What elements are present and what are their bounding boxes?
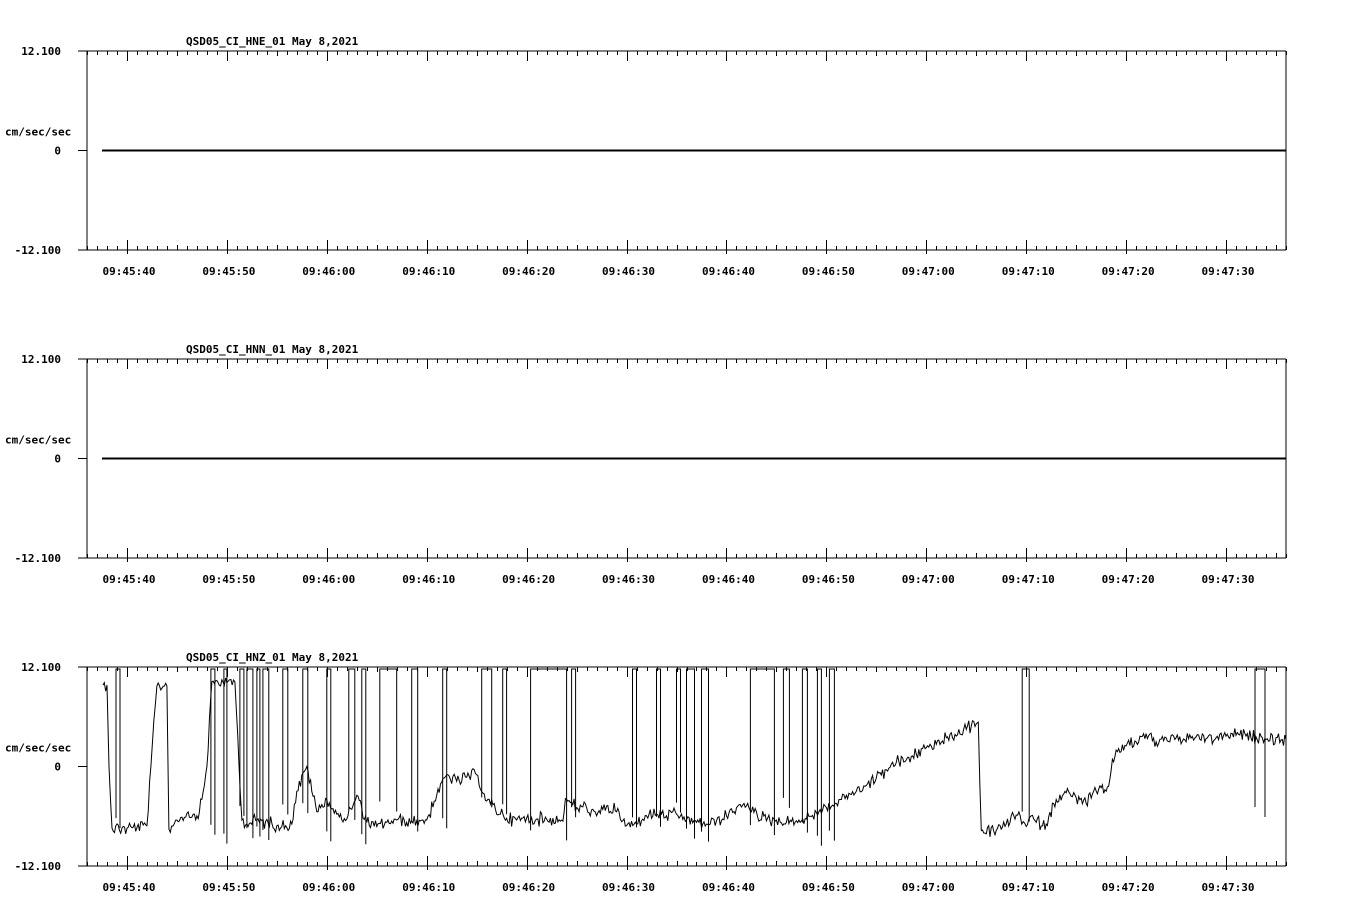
x-tick-label: 09:46:00 [302, 881, 356, 894]
saturation-spike [750, 669, 774, 835]
x-tick-label: 09:46:10 [402, 881, 456, 894]
saturation-spike [531, 669, 567, 840]
saturation-spike [283, 669, 288, 815]
y-tick-label: 12.100 [21, 661, 61, 674]
x-tick-label: 09:47:10 [1001, 265, 1055, 278]
x-tick-label: 09:46:50 [801, 265, 855, 278]
saturation-spike [116, 669, 120, 828]
saturation-spike [817, 669, 821, 846]
y-axis-label: cm/sec/sec [5, 125, 72, 139]
saturation-spike [802, 669, 807, 833]
x-tick-label: 09:46:20 [502, 881, 556, 894]
panel-2 [5, 343, 1287, 586]
x-tick-label: 09:46:50 [801, 881, 855, 894]
x-tick-label: 09:46:00 [302, 573, 356, 586]
x-tick-label: 09:46:10 [402, 573, 456, 586]
x-tick-label: 09:46:10 [402, 265, 456, 278]
y-tick-label: 0 [54, 144, 61, 158]
saturation-spike [829, 669, 834, 841]
panel-1 [5, 35, 1287, 278]
saturation-spike [257, 669, 260, 837]
x-tick-label: 09:46:50 [801, 573, 855, 586]
x-tick-label: 09:46:30 [602, 265, 656, 278]
x-tick-label: 09:47:10 [1001, 573, 1055, 586]
saturation-spike [783, 669, 789, 808]
saturation-spike [482, 669, 492, 807]
x-tick-label: 09:47:00 [901, 573, 955, 586]
y-tick-label: -12.100 [14, 552, 61, 565]
saturation-spike [263, 669, 269, 840]
x-tick-label: 09:46:40 [701, 881, 755, 894]
y-tick-label: -12.100 [14, 860, 61, 873]
saturation-spike [572, 669, 576, 817]
x-tick-label: 09:45:40 [102, 265, 156, 278]
x-tick-label: 09:45:40 [102, 573, 156, 586]
x-tick-label: 09:46:00 [302, 265, 356, 278]
saturation-spike [687, 669, 695, 839]
x-tick-label: 09:46:40 [701, 265, 755, 278]
x-tick-label: 09:45:50 [202, 265, 256, 278]
panel-title: QSD05_CI_HNN_01 May 8,2021 [186, 343, 359, 356]
y-tick-label: 0 [54, 452, 61, 466]
saturation-spike [633, 669, 637, 827]
x-tick-label: 09:47:20 [1101, 265, 1155, 278]
saturation-spike [349, 669, 355, 820]
y-tick-label: 0 [54, 760, 61, 774]
x-tick-label: 09:45:40 [102, 881, 156, 894]
saturation-spike [247, 669, 253, 838]
y-axis-label: cm/sec/sec [5, 433, 72, 447]
y-axis-label: cm/sec/sec [5, 741, 72, 755]
x-tick-label: 09:47:00 [901, 881, 955, 894]
x-tick-label: 09:46:30 [602, 881, 656, 894]
y-tick-label: 12.100 [21, 353, 61, 366]
saturation-spike [702, 669, 709, 842]
saturation-spike [412, 669, 418, 832]
y-tick-label: -12.100 [14, 244, 61, 257]
saturation-spike [327, 669, 331, 841]
x-tick-label: 09:46:40 [701, 573, 755, 586]
x-tick-label: 09:47:20 [1101, 573, 1155, 586]
x-tick-label: 09:45:50 [202, 881, 256, 894]
saturation-spike [380, 669, 397, 812]
x-tick-label: 09:45:50 [202, 573, 256, 586]
x-tick-label: 09:46:30 [602, 573, 656, 586]
x-tick-label: 09:47:30 [1201, 573, 1255, 586]
x-tick-label: 09:46:20 [502, 265, 556, 278]
panel-title: QSD05_CI_HNZ_01 May 8,2021 [186, 651, 359, 664]
saturation-spike [503, 669, 507, 814]
x-tick-label: 09:46:20 [502, 573, 556, 586]
x-tick-label: 09:47:00 [901, 265, 955, 278]
panel-title: QSD05_CI_HNE_01 May 8,2021 [186, 35, 359, 48]
x-tick-label: 09:47:10 [1001, 881, 1055, 894]
saturation-spike [657, 669, 661, 827]
y-tick-label: 12.100 [21, 45, 61, 58]
x-tick-label: 09:47:20 [1101, 881, 1155, 894]
x-tick-label: 09:47:30 [1201, 265, 1255, 278]
saturation-spike [677, 669, 681, 813]
x-tick-label: 09:47:30 [1201, 881, 1255, 894]
panel-3 [5, 651, 1287, 894]
saturation-spike [1022, 669, 1029, 822]
saturation-spike [443, 669, 447, 828]
saturation-spike [303, 669, 308, 813]
saturation-spike [224, 669, 227, 844]
